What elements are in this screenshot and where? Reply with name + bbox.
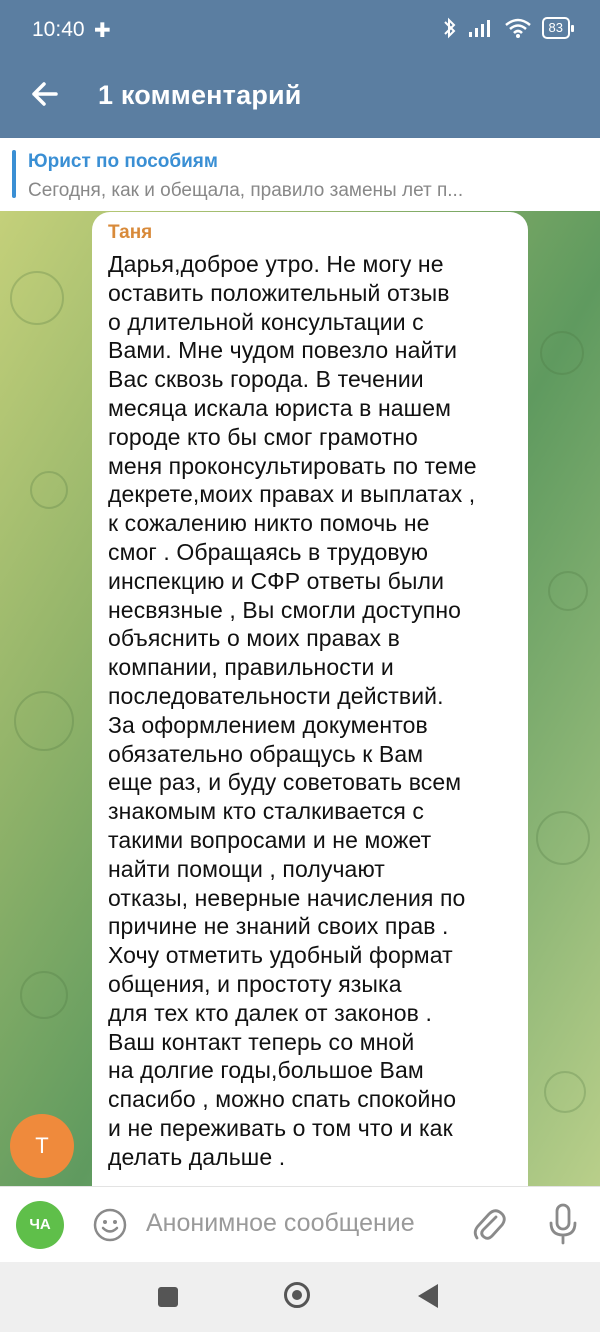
app-bar <box>0 58 600 138</box>
signal-icon <box>468 18 494 38</box>
pinned-message[interactable] <box>0 138 600 211</box>
status-time: 10:40 <box>32 18 85 41</box>
plus-icon: ✚ <box>94 20 111 42</box>
wifi-icon <box>504 17 532 39</box>
mic-icon[interactable] <box>548 1203 578 1245</box>
message-bubble[interactable] <box>92 212 528 1202</box>
recent-apps-icon[interactable] <box>158 1287 178 1307</box>
status-bar <box>0 0 600 58</box>
composer-avatar[interactable]: ЧА <box>16 1201 64 1249</box>
battery-icon: 83 <box>542 17 570 39</box>
message-author[interactable]: Таня <box>108 222 153 243</box>
emoji-icon[interactable] <box>92 1207 128 1243</box>
message-composer <box>0 1186 600 1263</box>
sender-avatar[interactable]: Т <box>10 1114 74 1178</box>
system-nav-bar <box>0 1262 600 1332</box>
message-input[interactable] <box>146 1209 456 1238</box>
attach-icon[interactable] <box>470 1205 508 1245</box>
pinned-indicator <box>12 150 16 198</box>
pinned-title: Юрист по пособиям <box>28 151 218 172</box>
status-icons <box>442 16 570 40</box>
message-text: Дарья,доброе утро. Не могу не оставить положительный отзыв о длительной консультации с Вами. Мне чудом повезло найти Вас сквозь города. В течении месяца искала юриста в нашем городе кто бы смог грамотно меня проконсультировать по теме декрете,моих правах и выплатах , к сожалению никто помочь не смог . Обращаясь в трудовую инспекцию и СФР ответы были несвязные , Вы смогли доступно объяснить о моих правах в компании, правильности и последовательности действий. За оформлением документов обязательно обращусь к Вам еще раз, и буду советовать всем знакомым кто сталкивается с такими вопросами и не может найти помощи , получают отказы, неверные начисления по причине не знаний своих прав . Хочу отметить удобный формат общения, и простоту языка для тех кто далек от законов . Ваш контакт теперь со мной на долгие годы,большое Вам спасибо , можно спать спокойно и не переживать о том что и как делать дальше . <box>108 251 477 1170</box>
page-title: 1 комментарий <box>98 80 302 110</box>
nav-back-icon[interactable] <box>418 1284 438 1308</box>
pinned-preview: Сегодня, как и обещала, правило замены лет п... <box>28 180 464 201</box>
bluetooth-icon <box>442 16 458 40</box>
back-arrow-icon[interactable] <box>26 76 62 112</box>
home-icon[interactable] <box>284 1282 310 1308</box>
